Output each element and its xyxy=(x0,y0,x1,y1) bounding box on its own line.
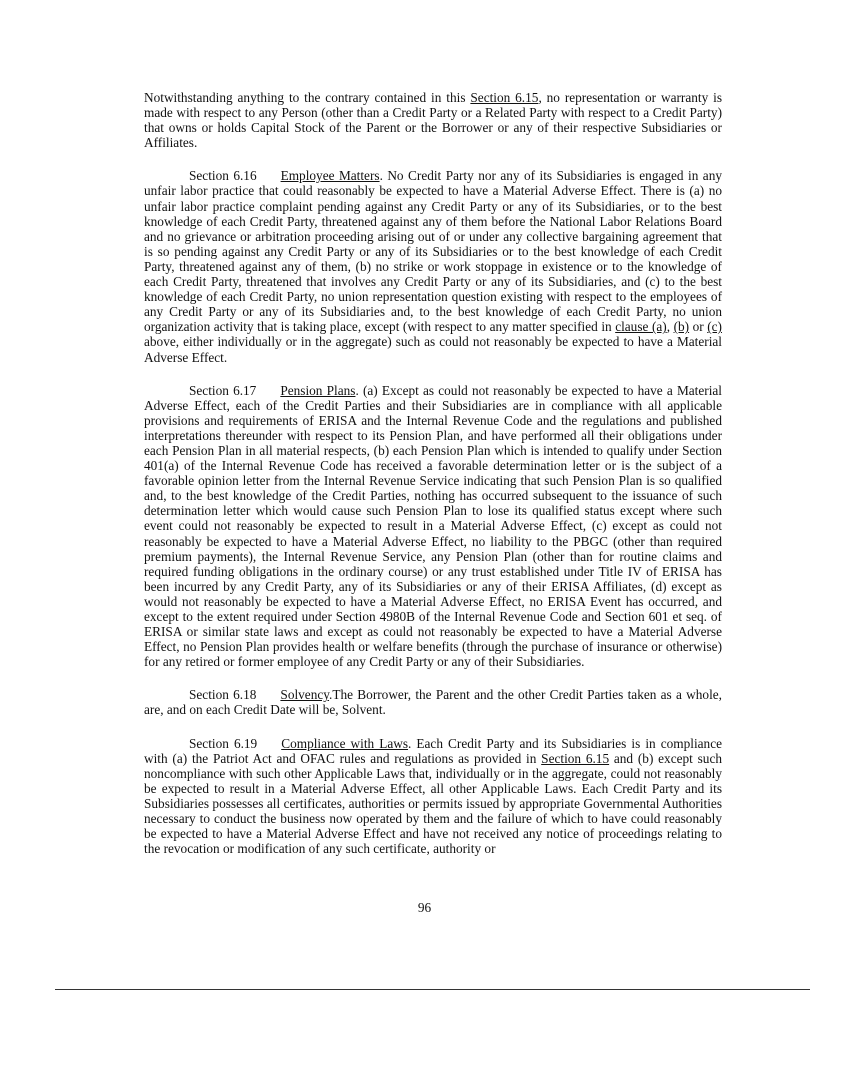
page-divider xyxy=(55,989,810,990)
text-run: Notwithstanding anything to the contrary contained in this xyxy=(144,90,471,105)
section-body: . Each Credit Party and its Subsidiaries is in compliance with (a) the Patriot Act and OFAC rules and regulations as provided in xyxy=(144,735,722,766)
section-body: and (b) except such noncompliance with such other Applicable Laws that, individually or in the aggregate, could not reasonably be expected to result in a Material Adverse Effect, all other Applicable Laws. Each Credit Party and its Subsidiaries possesses all certificates, authorities or permits issued by appropriate Governmental Authorities necessary to conduct the business now operated by them and the failure of which to have could reasonably be expected to have a Material Adverse Effect and have not received any notice of proceedings relating to the revocation or modification of any such certificate, authority or xyxy=(144,750,722,857)
section-6-15-reference: Section 6.15 xyxy=(541,750,610,766)
section-title: Compliance with Laws xyxy=(281,735,409,751)
section-6-19-paragraph xyxy=(144,736,722,857)
section-body: . No Credit Party nor any of its Subsidiaries is engaged in any unfair labor practice that could reasonably be expected to have a Material Adverse Effect. There is (a) no unfair labor practice complaint pending against any Credit Party or any of its Subsidiaries, or to the best knowledge of each Credit Party, threatened against any of them before the National Labor Relations Board and no grievance or arbitration proceeding arising out of or under any collective bargaining agreement that is so pending against any Credit Party or any of its Subsidiaries or to the best knowledge of each Credit Party, threatened against any of them, (b) no strike or work stoppage in existence or to the knowledge of each Credit Party, threatened that involves any Credit Party or any of its Subsidiaries, and (c) to the best knowledge of each Credit Party, no union representation question existing with respect to the employees of any Credit Party or any of its Subsidiaries and, to the best knowledge of each Credit Party, no union organization activity that is taking place, except (with respect to any matter specified in xyxy=(144,168,722,335)
section-title: Pension Plans xyxy=(280,382,356,398)
text-run: above, either individually or in the aggregate) such as could not reasonably be expected to have a Material Adverse Effect. xyxy=(144,334,722,365)
section-number: Section 6.16 xyxy=(189,168,257,184)
section-number: Section 6.17 xyxy=(189,382,257,398)
section-body: . (a) Except as could not reasonably be expected to have a Material Adverse Effect, each of the Credit Parties and their Subsidiaries are in compliance with all applicable provisions and requirements of ERISA and the Internal Revenue Code and the regulations and published interpretations thereunder with respect to its Pension Plan, and have performed all their obligations under each Pension Plan in all material respects, (b) each Pension Plan which is intended to qualify under Section 401(a) of the Internal Revenue Code has received a favorable determination letter or is the subject of a favorable opinion letter from the Internal Revenue Service indicating that such Pension Plan is so qualified and, to the best knowledge of the Credit Parties, nothing has occurred subsequent to the issuance of such determination letter which would cause such Pension Plan to lose its qualified status except where such event could not reasonably be expected to result in a Material Adverse Effect, (c) except as could not reasonably be expected to have a Material Adverse Effect, no liability to the PBGC (other than required premium payments), the Internal Revenue Service, any Pension Plan (other than for routine claims and required funding obligations in the ordinary course) or any trust established under Title IV of ERISA has been incurred by any Credit Party, any of its Subsidiaries or any of their ERISA Affiliates, (d) except as would not reasonably be expected to have a Material Adverse Effect, no ERISA Event has occurred, and except to the extent required under Section 4980B of the Internal Revenue Code and Section 601 et seq. of ERISA or similar state laws and except as could not reasonably be expected to have a Material Adverse Effect, no Pension Plan provides health or welfare benefits (through the purchase of insurance or otherwise) for any retired or former employee of any Credit Party or any of their Subsidiaries. xyxy=(144,382,723,670)
section-title: Employee Matters xyxy=(280,168,380,184)
document-page xyxy=(144,90,722,874)
text-run: , no representation or warranty is made with respect to any Person (other than a Credit Party or a Related Party with respect to a Credit Party) that owns or holds Capital Stock of the Parent or the Borrower or any of their respective Subsidiaries or Affiliates. xyxy=(144,90,722,151)
section-6-18-paragraph xyxy=(144,687,722,717)
clause-a-reference: clause (a) xyxy=(615,319,667,335)
page-number: 96 xyxy=(417,900,432,915)
continuation-paragraph xyxy=(144,90,722,150)
section-6-16-paragraph xyxy=(144,168,722,364)
text-run: , xyxy=(666,319,674,335)
clause-c-reference: (c) xyxy=(707,319,722,335)
section-6-17-paragraph xyxy=(144,383,722,670)
section-title: Solvency xyxy=(280,687,330,703)
section-6-15-reference: Section 6.15 xyxy=(470,90,539,105)
section-body: .The Borrower, the Parent and the other Credit Parties taken as a whole, are, and on each Credit Date will be, Solvent. xyxy=(144,687,722,718)
section-number: Section 6.19 xyxy=(189,735,258,751)
text-run: or xyxy=(689,319,708,335)
section-number: Section 6.18 xyxy=(189,687,257,703)
clause-b-reference: (b) xyxy=(673,319,690,335)
